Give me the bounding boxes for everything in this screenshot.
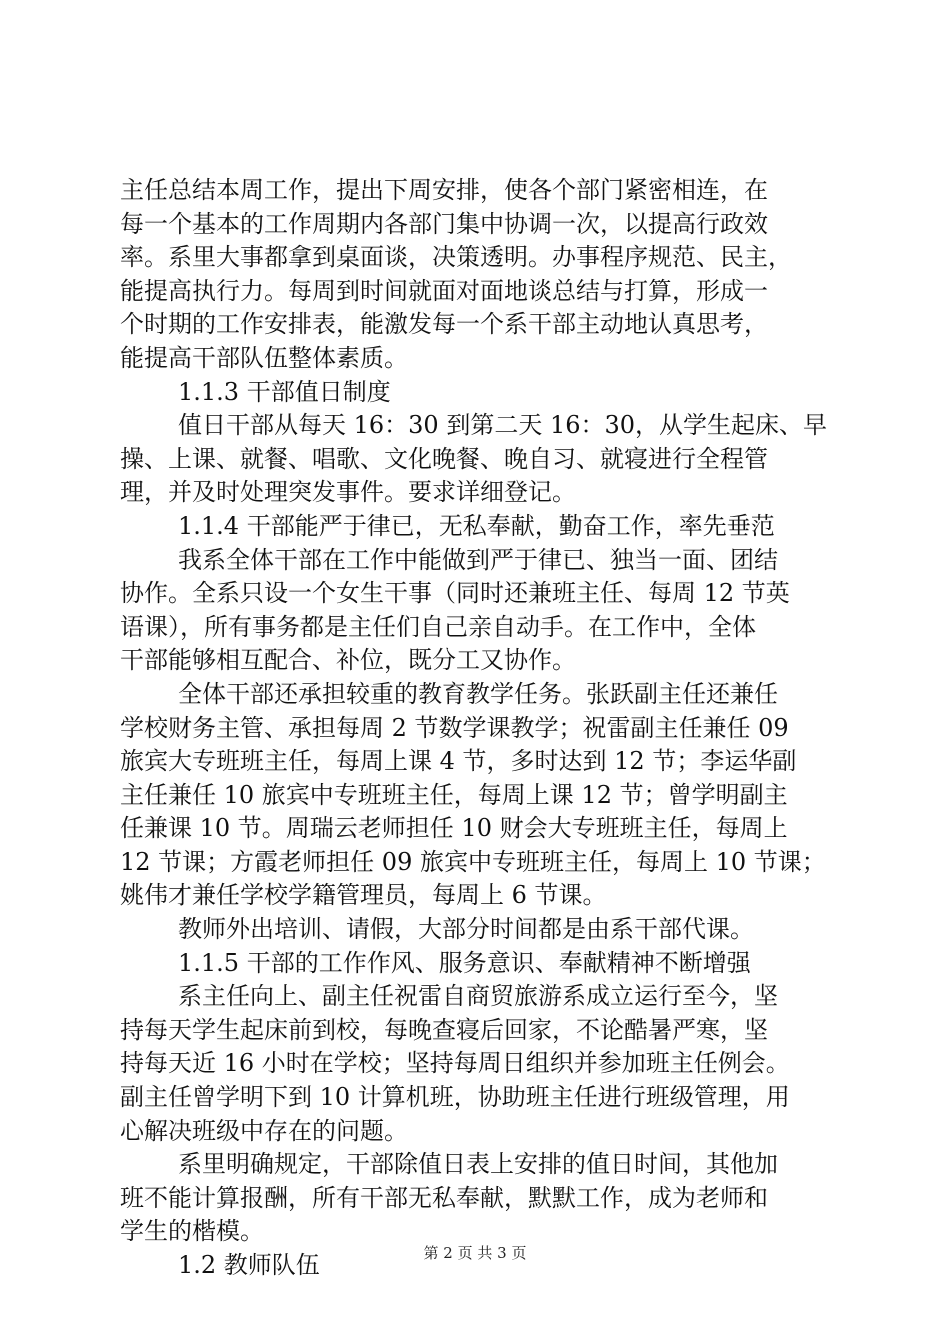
text-line: 率。系里大事都拿到桌面谈，决策透明。办事程序规范、民主， [120,243,792,272]
text-line: 副主任曾学明下到 10 计算机班，协助班主任进行班级管理，用 [120,1083,790,1112]
text-line: 旅宾大专班班主任，每周上课 4 节，多时达到 12 节；李运华副 [120,747,797,776]
text-line: 1.1.4 干部能严于律已，无私奉献，勤奋工作，率先垂范 [178,511,775,540]
text-line: 学生的楷模。 [120,1217,264,1246]
text-line: 我系全体干部在工作中能做到严于律已、独当一面、团结 [178,545,778,574]
text-line: 个时期的工作安排表，能激发每一个系干部主动地认真思考， [120,310,768,339]
text-line: 12 节课；方霞老师担任 09 旅宾中专班班主任，每周上 10 节课； [120,847,826,876]
text-line: 协作。全系只设一个女生干事（同时还兼班主任、每周 12 节英 [120,579,790,608]
text-line: 学校财务主管、承担每周 2 节数学课教学；祝雷副主任兼任 09 [120,713,789,742]
text-line: 干部能够相互配合、补位，既分工又协作。 [120,646,576,675]
text-line: 教师外出培训、请假，大部分时间都是由系干部代课。 [178,915,754,944]
text-line: 主任兼任 10 旅宾中专班班主任，每周上课 12 节；曾学明副主 [120,780,788,809]
text-line: 1.1.3 干部值日制度 [178,377,391,406]
text-line: 任兼课 10 节。周瑞云老师担任 10 财会大专班班主任，每周上 [120,814,788,843]
text-line: 每一个基本的工作周期内各部门集中协调一次，以提高行政效 [120,209,768,238]
text-line: 能提高执行力。每周到时间就面对面地谈总结与打算，形成一 [120,276,768,305]
document-body [120,174,832,1283]
text-line: 语课），所有事务都是主任们自己亲自动手。在工作中，全体 [120,612,756,641]
text-line: 姚伟才兼任学校学籍管理员，每周上 6 节课。 [120,881,607,910]
text-line: 心解决班级中存在的问题。 [120,1116,408,1145]
text-line: 理，并及时处理突发事件。要求详细登记。 [120,478,576,507]
text-line: 持每天近 16 小时在学校；坚持每周日组织并参加班主任例会。 [120,1049,790,1078]
text-line: 系主任向上、副主任祝雷自商贸旅游系成立运行至今，坚 [178,982,778,1011]
text-line: 1.1.5 干部的工作作风、服务意识、奉献精神不断增强 [178,948,751,977]
text-line: 操、上课、就餐、唱歌、文化晚餐、晚自习、就寝进行全程管 [120,444,768,473]
text-line: 班不能计算报酬，所有干部无私奉献，默默工作，成为老师和 [120,1183,768,1212]
text-line: 1.2 教师队伍 [178,1251,320,1279]
text-line: 能提高干部队伍整体素质。 [120,343,408,372]
text-line: 全体干部还承担较重的教育教学任务。张跃副主任还兼任 [178,679,778,708]
text-line: 主任总结本周工作，提出下周安排，使各个部门紧密相连，在 [120,176,768,204]
text-line: 值日干部从每天 16：30 到第二天 16：30，从学生起床、早 [178,411,828,440]
page-footer: 第 2 页 共 3 页 [423,1244,527,1262]
text-line: 系里明确规定，干部除值日表上安排的值日时间，其他加 [178,1150,778,1179]
text-line: 持每天学生起床前到校，每晚查寝后回家，不论酷暑严寒，坚 [120,1015,768,1044]
